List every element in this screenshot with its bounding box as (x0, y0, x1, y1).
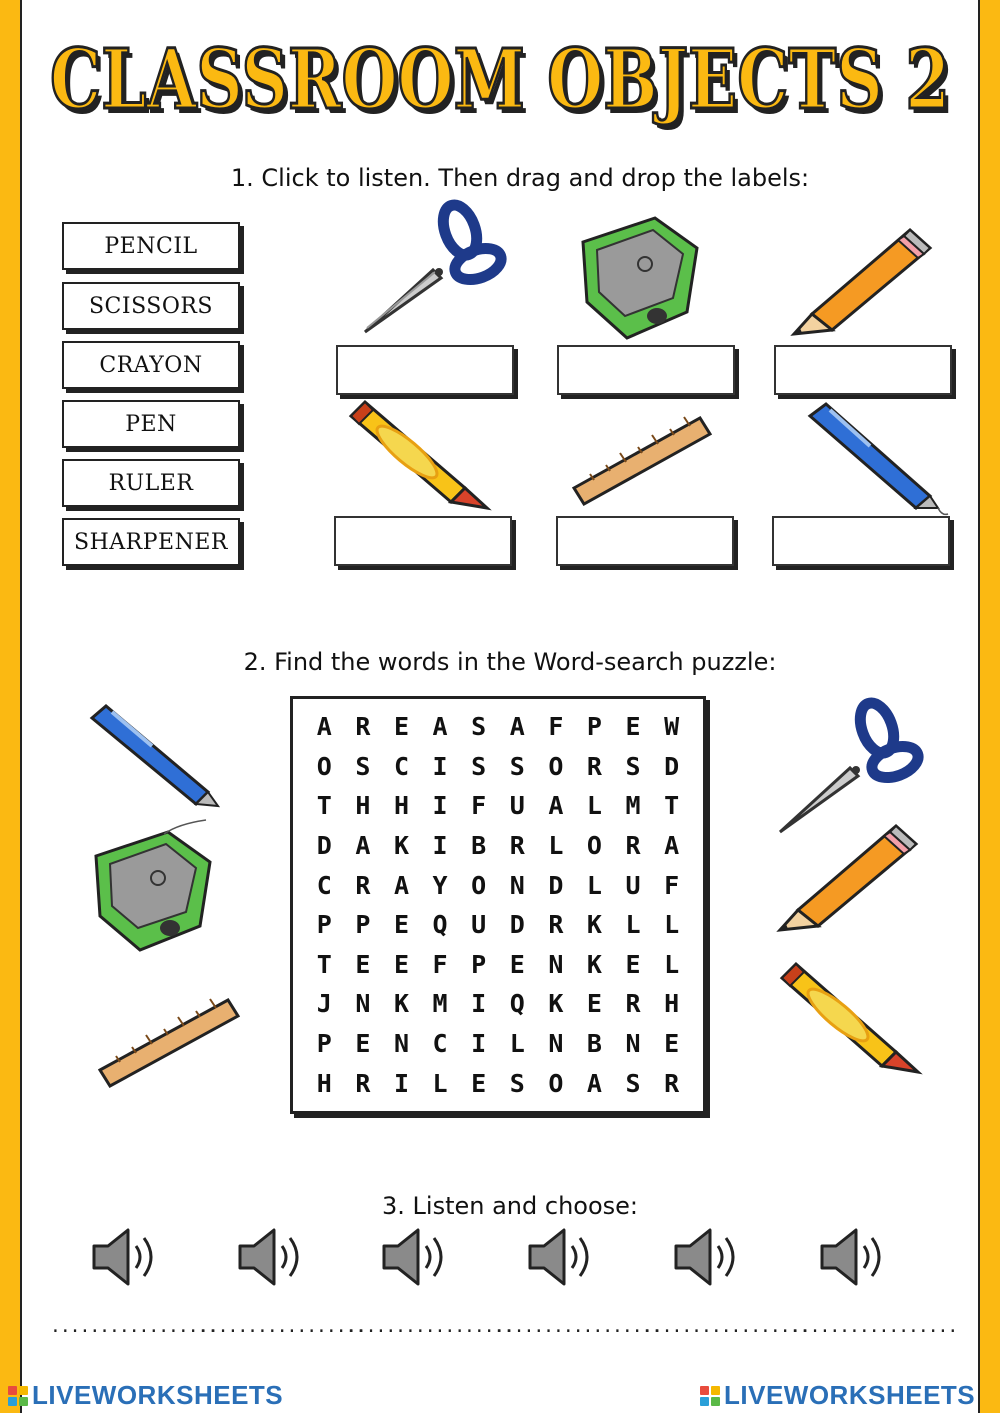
puzzle-letter[interactable]: N (548, 1029, 564, 1059)
puzzle-letter[interactable]: E (471, 1068, 487, 1098)
puzzle-letter[interactable]: H (664, 989, 680, 1019)
puzzle-letter[interactable]: T (316, 949, 332, 979)
footer-logo-text-left: LIVEWORKSHEETS (32, 1380, 284, 1410)
pen-picture-left (86, 704, 226, 810)
puzzle-letter[interactable]: N (509, 870, 525, 900)
right-border-line (978, 0, 980, 1413)
puzzle-letter[interactable]: E (355, 949, 371, 979)
puzzle-letter[interactable]: A (664, 831, 680, 861)
puzzle-letter[interactable]: Q (509, 989, 525, 1019)
section2-instruction: 2. Find the words in the Word-search puzzle: (243, 648, 777, 676)
puzzle-letter[interactable]: S (509, 751, 525, 781)
puzzle-letter[interactable]: N (548, 949, 564, 979)
puzzle-letter[interactable]: F (471, 791, 487, 821)
label-pen[interactable]: PEN (62, 400, 240, 448)
drop-box-1[interactable] (336, 345, 514, 395)
puzzle-letter[interactable]: K (393, 989, 410, 1019)
puzzle-letter[interactable]: A (393, 870, 410, 900)
puzzle-letter[interactable]: A (316, 712, 332, 742)
answer-blank[interactable]: ................. (494, 1316, 662, 1337)
puzzle-letter[interactable]: E (586, 989, 602, 1019)
puzzle-letter[interactable]: L (664, 949, 680, 979)
puzzle-letter[interactable]: R (664, 1068, 680, 1098)
puzzle-letter[interactable]: S (471, 751, 487, 781)
puzzle-letter[interactable]: L (548, 831, 564, 861)
puzzle-letter[interactable]: S (625, 751, 641, 781)
puzzle-letter[interactable]: I (432, 831, 448, 861)
answer-blank[interactable]: ................. (346, 1316, 514, 1337)
footer-logo-text-right: LIVEWORKSHEETS (724, 1380, 976, 1410)
left-yellow-border (0, 0, 20, 1413)
puzzle-letter[interactable]: U (509, 791, 525, 821)
section1-instruction: 1. Click to listen. Then drag and drop the labels: (230, 164, 810, 192)
puzzle-letter[interactable]: O (548, 751, 564, 781)
speaker-icon[interactable] (90, 1226, 160, 1288)
label-scissors[interactable]: SCISSORS (62, 282, 240, 330)
crayon-picture-right (776, 960, 924, 1078)
speaker-icon[interactable] (672, 1226, 742, 1288)
puzzle-letter[interactable]: I (471, 1029, 487, 1059)
right-yellow-border (980, 0, 1000, 1413)
drop-box-6[interactable] (772, 516, 950, 566)
speaker-icon[interactable] (236, 1226, 306, 1288)
puzzle-letter[interactable]: R (355, 1068, 371, 1098)
puzzle-letter[interactable]: S (471, 712, 487, 742)
puzzle-letter[interactable]: L (586, 791, 602, 821)
puzzle-letter[interactable]: K (586, 910, 602, 940)
puzzle-letter[interactable]: A (548, 791, 564, 821)
puzzle-letter[interactable]: A (355, 831, 371, 861)
puzzle-letter[interactable]: A (509, 712, 525, 742)
puzzle-letter[interactable]: D (548, 870, 564, 900)
puzzle-letter[interactable]: O (316, 751, 332, 781)
left-border-line (20, 0, 22, 1413)
puzzle-letter[interactable]: D (664, 751, 680, 781)
puzzle-letter[interactable]: S (509, 1068, 525, 1098)
puzzle-letter[interactable]: E (625, 949, 641, 979)
puzzle-letter[interactable]: W (664, 712, 680, 742)
crayon-picture (345, 398, 493, 513)
puzzle-letter[interactable]: O (586, 831, 602, 861)
puzzle-letter[interactable]: R (586, 751, 602, 781)
answer-blank[interactable]: ................. (50, 1316, 218, 1337)
puzzle-letter[interactable]: S (355, 751, 371, 781)
puzzle-letter[interactable]: A (432, 712, 448, 742)
puzzle-letter[interactable]: E (625, 712, 641, 742)
puzzle-letter[interactable]: H (393, 791, 410, 821)
word-search-puzzle (290, 696, 706, 1114)
puzzle-letter[interactable]: O (548, 1068, 564, 1098)
puzzle-letter[interactable]: A (586, 1068, 602, 1098)
puzzle-letter[interactable]: R (625, 831, 641, 861)
drop-box-4[interactable] (334, 516, 512, 566)
puzzle-letter[interactable]: S (625, 1068, 641, 1098)
puzzle-letter[interactable]: N (393, 1029, 410, 1059)
puzzle-letter[interactable]: E (664, 1029, 680, 1059)
svg-text:CLASSROOM OBJECTS 2: CLASSROOM OBJECTS 2 (54, 37, 954, 133)
svg-text:CLASSROOM OBJECTS 2: CLASSROOM OBJECTS 2 (50, 32, 950, 128)
label-sharpener[interactable]: SHARPENER (62, 518, 240, 566)
footer-logo-right (700, 1380, 975, 1411)
puzzle-letter[interactable]: C (393, 751, 410, 781)
label-pencil[interactable]: PENCIL (62, 222, 240, 270)
puzzle-letter[interactable]: H (355, 791, 371, 821)
scissors-picture (355, 200, 505, 340)
drop-box-2[interactable] (557, 345, 735, 395)
puzzle-letter[interactable]: R (625, 989, 641, 1019)
puzzle-letter[interactable]: P (316, 910, 332, 940)
answer-blank[interactable]: ................. (790, 1316, 958, 1337)
page-title (40, 16, 960, 133)
puzzle-letter[interactable]: R (355, 712, 371, 742)
puzzle-letter[interactable]: R (509, 831, 525, 861)
puzzle-letter[interactable]: P (586, 712, 602, 742)
puzzle-letter[interactable]: N (355, 989, 371, 1019)
puzzle-letter[interactable]: D (509, 910, 525, 940)
puzzle-letter[interactable]: K (586, 949, 602, 979)
puzzle-letter[interactable]: T (316, 791, 332, 821)
puzzle-letter[interactable]: I (432, 791, 448, 821)
label-ruler[interactable]: RULER (62, 459, 240, 507)
puzzle-letter[interactable]: P (471, 949, 487, 979)
speaker-icon[interactable] (818, 1226, 888, 1288)
speaker-icon[interactable] (526, 1226, 596, 1288)
puzzle-letter[interactable]: R (548, 910, 564, 940)
puzzle-letter[interactable]: E (393, 910, 410, 940)
puzzle-letter[interactable]: M (625, 791, 641, 821)
drop-box-3[interactable] (774, 345, 952, 395)
answer-blank[interactable]: ................. (642, 1316, 810, 1337)
puzzle-letter[interactable]: B (471, 831, 487, 861)
liveworksheets-logo-icon (700, 1386, 720, 1406)
puzzle-letter[interactable]: T (664, 791, 680, 821)
puzzle-letter[interactable]: F (548, 712, 564, 742)
puzzle-letter[interactable]: U (471, 910, 487, 940)
puzzle-letter[interactable]: E (393, 949, 410, 979)
puzzle-letter[interactable]: U (625, 870, 641, 900)
puzzle-letter[interactable]: I (393, 1068, 410, 1098)
puzzle-letter[interactable]: O (471, 870, 487, 900)
puzzle-letter[interactable]: B (586, 1029, 602, 1059)
sharpener-picture-left (88, 826, 218, 954)
puzzle-letter[interactable]: M (432, 989, 448, 1019)
puzzle-letter[interactable]: Y (432, 870, 448, 900)
footer-logo-left (8, 1380, 283, 1411)
pencil-picture (790, 222, 935, 337)
pen-picture (800, 400, 950, 518)
puzzle-letter[interactable]: K (548, 989, 564, 1019)
answer-blank[interactable]: ................. (198, 1316, 366, 1337)
puzzle-letter[interactable]: C (316, 870, 332, 900)
speaker-icon[interactable] (380, 1226, 450, 1288)
ruler-picture (570, 412, 715, 507)
puzzle-letter[interactable]: F (664, 870, 680, 900)
puzzle-letter[interactable]: P (316, 1029, 332, 1059)
sharpener-picture (575, 212, 705, 342)
puzzle-letter[interactable]: R (355, 870, 371, 900)
liveworksheets-logo-icon (8, 1386, 28, 1406)
puzzle-letter[interactable]: Q (432, 910, 448, 940)
puzzle-letter[interactable]: I (432, 751, 448, 781)
puzzle-letter[interactable]: F (432, 949, 448, 979)
puzzle-letter[interactable]: K (393, 831, 410, 861)
puzzle-letter[interactable]: E (393, 712, 410, 742)
drop-box-5[interactable] (556, 516, 734, 566)
puzzle-letter[interactable]: E (355, 1029, 371, 1059)
puzzle-letter[interactable]: N (625, 1029, 641, 1059)
word-search-grid (305, 707, 691, 1103)
puzzle-letter[interactable]: J (316, 989, 332, 1019)
puzzle-letter[interactable]: I (471, 989, 487, 1019)
puzzle-letter[interactable]: E (509, 949, 525, 979)
puzzle-letter[interactable]: L (432, 1068, 448, 1098)
puzzle-letter[interactable]: D (316, 831, 332, 861)
puzzle-letter[interactable]: L (625, 910, 641, 940)
section3-instruction: 3. Listen and choose: (382, 1192, 638, 1220)
puzzle-letter[interactable]: C (432, 1029, 448, 1059)
puzzle-letter[interactable]: P (355, 910, 371, 940)
puzzle-letter[interactable]: L (509, 1029, 525, 1059)
puzzle-letter[interactable]: L (586, 870, 602, 900)
pencil-picture-right (776, 818, 921, 933)
puzzle-letter[interactable]: H (316, 1068, 332, 1098)
puzzle-letter[interactable]: L (664, 910, 680, 940)
label-crayon[interactable]: CRAYON (62, 341, 240, 389)
ruler-picture-left (96, 994, 244, 1090)
